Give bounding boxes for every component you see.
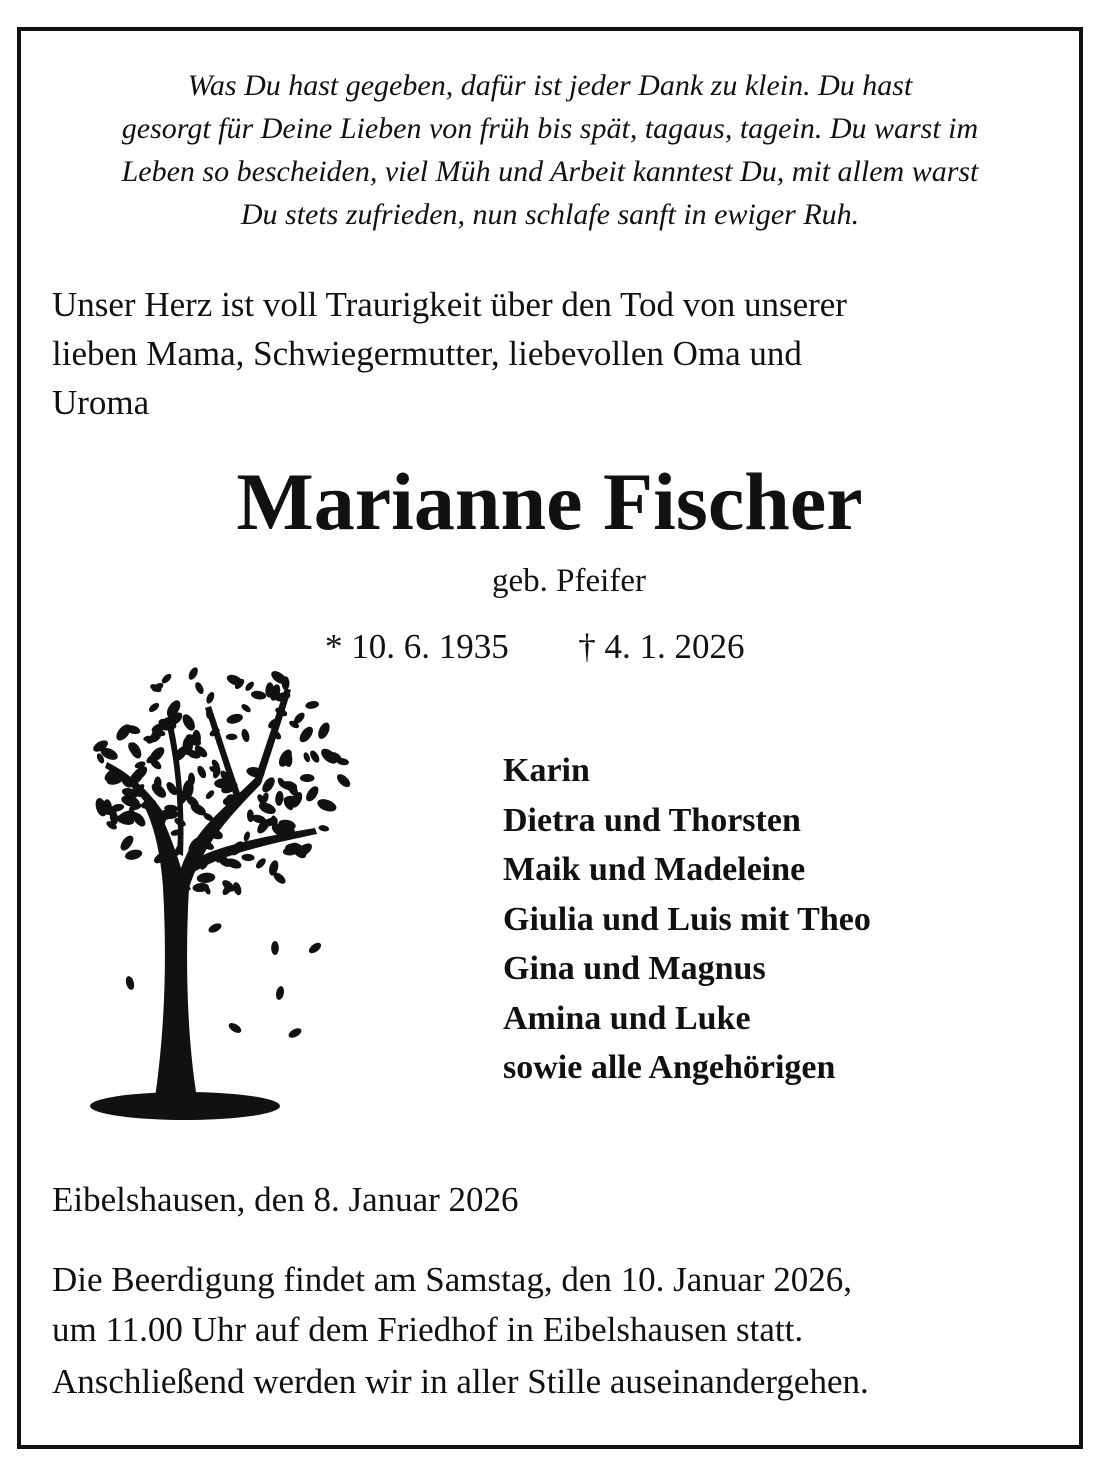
birth-date: * 10. 6. 1935 [325, 627, 509, 666]
funeral-line: Die Beerdigung findet am Samstag, den 10. Januar 2026, [52, 1260, 852, 1299]
tree-illustration [85, 628, 370, 1143]
mourner: Dietra und Thorsten [503, 801, 801, 839]
leaf-icon [226, 734, 238, 740]
leaf-icon [180, 712, 197, 733]
deceased-name: Marianne Fischer [236, 456, 863, 547]
leaf-icon [147, 701, 160, 714]
leaf-icon [124, 975, 135, 991]
leaf-icon [307, 941, 323, 956]
leaf-icon [282, 676, 290, 690]
place-and-date: Eibelshausen, den 8. Januar 2026 [52, 1180, 519, 1219]
leaf-icon [275, 985, 285, 1000]
mourner: Gina und Magnus [503, 950, 766, 987]
life-dates [325, 627, 745, 667]
leaf-icon [316, 721, 332, 741]
leaf-icon [302, 751, 311, 763]
leaf-icon [335, 772, 353, 790]
leaf-icon [160, 672, 173, 685]
leaf-icon [300, 774, 315, 782]
mourners-list [503, 746, 871, 1093]
mourner: Maik und Madeleine [503, 851, 806, 888]
leaf-icon [308, 749, 321, 764]
mourner: Amina und Luke [503, 999, 751, 1037]
mourner: sowie alle Angehörigen [503, 1049, 836, 1086]
mourner: Karin [503, 752, 590, 789]
intro-line: lieben Mama, Schwiegermutter, liebevollen Oma und [52, 334, 802, 373]
death-date: † 4. 1. 2026 [578, 627, 745, 666]
leaf-icon [304, 784, 321, 803]
leaf-icon [287, 1026, 303, 1040]
leaf-icon [207, 921, 223, 934]
leaf-icon [196, 872, 216, 884]
leaf-icon [187, 666, 200, 681]
poem-line: Was Du hast gegeben, dafür ist jeder Dank zu klein. Du hast [187, 69, 913, 102]
leaf-icon [271, 941, 279, 955]
leaf-icon [254, 857, 267, 871]
maiden-name: geb. Pfeifer [492, 563, 646, 599]
intro-line: Uroma [52, 383, 150, 422]
leaf-icon [318, 824, 330, 832]
leaf-icon [250, 690, 267, 701]
leaf-icon [227, 1021, 243, 1035]
intro-line: Unser Herz ist voll Traurigkeit über den Tod von unserer [52, 285, 847, 324]
memorial-poem [60, 64, 1040, 236]
leaf-icon [305, 700, 320, 710]
leaf-icon [244, 680, 256, 692]
leaf-icon [240, 703, 252, 714]
poem-line: Du stets zufrieden, nun schlafe sanft in ewiger Ruh. [240, 198, 860, 231]
leaf-icon [124, 848, 143, 862]
leaf-icon [160, 809, 176, 818]
closing-note: Anschließend werden wir in aller Stille auseinandergehen. [52, 1362, 869, 1401]
leaf-icon [240, 728, 251, 743]
mourner: Giulia und Luis mit Theo [503, 900, 871, 938]
leaf-icon [204, 789, 215, 801]
leaf-icon [275, 791, 285, 807]
funeral-line: um 11.00 Uhr auf dem Friedhof in Eibelshausen statt. [52, 1310, 804, 1349]
poem-line: gesorgt für Deine Lieben von früh bis spät, tagaus, tagein. Du warst im [121, 112, 979, 145]
leaf-icon [241, 854, 255, 862]
leaf-icon [205, 691, 216, 705]
leaf-icon [247, 809, 255, 822]
poem-line: Leben so bescheiden, viel Müh und Arbeit kanntest Du, mit allem warst [121, 155, 979, 188]
intro-text [52, 280, 1052, 427]
leaf-icon [226, 712, 244, 725]
funeral-info [52, 1255, 852, 1355]
leaf-icon [193, 681, 205, 695]
leaf-icon [297, 724, 316, 744]
leaf-icon [196, 764, 208, 779]
leaf-icon [316, 797, 338, 814]
